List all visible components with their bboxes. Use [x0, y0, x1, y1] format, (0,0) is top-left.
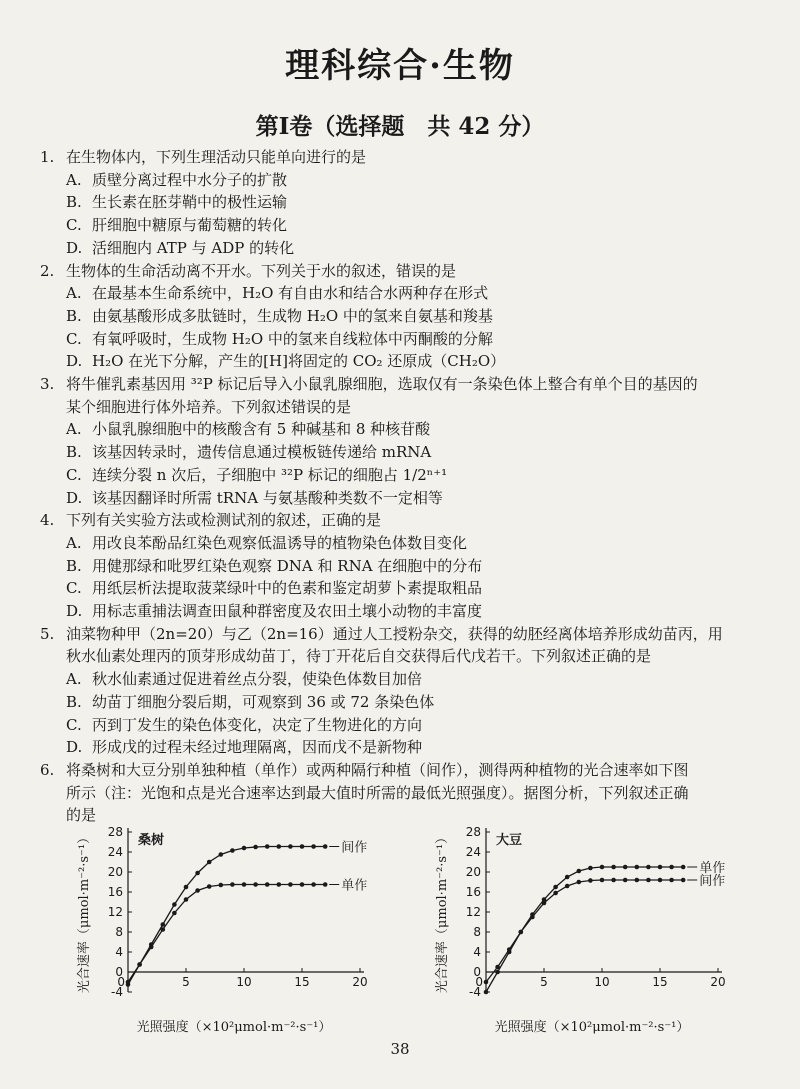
- x-tick-label: 15: [294, 975, 310, 989]
- option-letter: A.: [66, 170, 82, 189]
- option-letter: A.: [66, 533, 82, 552]
- option-letter: D.: [66, 238, 83, 257]
- option-text: 幼苗丁细胞分裂后期，可观察到 36 或 72 条染色体: [92, 692, 435, 711]
- data-point: [623, 865, 628, 870]
- y-tick-label: 16: [465, 885, 481, 899]
- question-number: 1.: [40, 148, 55, 166]
- data-point: [253, 845, 258, 850]
- y-tick-label: 12: [107, 905, 123, 919]
- data-point: [495, 970, 500, 975]
- series-label: 间作: [699, 874, 726, 889]
- option-letter: C.: [66, 216, 82, 235]
- data-point: [495, 965, 500, 970]
- question-stem-text: 的是: [66, 806, 97, 825]
- y-tick-label: 28: [107, 825, 123, 839]
- data-point: [172, 902, 177, 907]
- data-point: [577, 880, 582, 885]
- y-tick-label: 8: [473, 925, 481, 939]
- answer-option: [40, 464, 778, 487]
- option-text: 连续分裂 n 次后，子细胞中 ³²P 标记的细胞占 1/2ⁿ⁺¹: [92, 465, 448, 484]
- option-text: 活细胞内 ATP 与 ADP 的转化: [92, 238, 295, 257]
- question-stem-line: [40, 396, 778, 419]
- question-5: [40, 623, 778, 759]
- y-tick-label: -4: [111, 985, 123, 999]
- chart-title: 桑树: [138, 833, 165, 848]
- question-stem-line: [40, 645, 778, 668]
- data-point: [172, 911, 177, 916]
- data-point: [242, 882, 247, 887]
- data-point: [600, 878, 605, 883]
- data-point: [277, 882, 282, 887]
- data-point: [577, 869, 582, 874]
- option-text: 用健那绿和吡罗红染色观察 DNA 和 RNA 在细胞中的分布: [92, 556, 483, 575]
- page-title: 理科综合·生物: [285, 46, 515, 86]
- data-point: [265, 844, 270, 849]
- question-stem-text: 某个细胞进行体外培养。下列叙述错误的是: [66, 397, 352, 416]
- question-number: 5.: [40, 624, 55, 643]
- answer-option: [40, 600, 778, 623]
- answer-option: [40, 714, 778, 737]
- data-point: [669, 878, 674, 883]
- question-1: [40, 146, 778, 260]
- answer-option: [40, 305, 778, 328]
- answer-option: [40, 691, 778, 714]
- question-stem-text: 下列有关实验方法或检测试剂的叙述，正确的是: [66, 511, 382, 530]
- option-text: 生长素在胚芽鞘中的极性运输: [92, 193, 288, 212]
- data-point: [137, 962, 142, 967]
- option-letter: D.: [66, 488, 83, 507]
- option-letter: D.: [66, 738, 83, 757]
- data-point: [207, 860, 212, 865]
- data-point: [507, 947, 512, 952]
- question-stem-text: 将牛催乳素基因用 ³²P 标记后导入小鼠乳腺细胞，选取仅有一条染色体上整合有单个目的基因的: [66, 375, 698, 394]
- question-number: 3.: [40, 375, 55, 394]
- y-axis-label: 光合速率（μmol·m⁻²·s⁻¹）: [77, 830, 92, 994]
- answer-option: [40, 532, 778, 555]
- data-point: [623, 878, 628, 883]
- data-point: [669, 865, 674, 870]
- option-text: 该基因翻译时所需 tRNA 与氨基酸种类数不一定相等: [92, 488, 443, 507]
- question-stem-line: [40, 260, 778, 283]
- y-tick-label: 4: [115, 945, 123, 959]
- answer-option: [40, 736, 778, 759]
- chart-title: 大豆: [496, 833, 523, 848]
- answer-option: [40, 487, 778, 510]
- option-letter: B.: [66, 193, 82, 212]
- answer-option: [40, 237, 778, 260]
- option-text: 形成戊的过程未经过地理隔离，因而戊不是新物种: [92, 738, 423, 757]
- question-stem-line: [40, 623, 778, 646]
- x-tick-label: 20: [352, 975, 368, 989]
- question-4: [40, 509, 778, 623]
- data-point: [265, 882, 270, 887]
- data-point: [300, 844, 305, 849]
- question-6: [40, 759, 778, 827]
- x-axis-label: 光照强度（×10²μmol·m⁻²·s⁻¹）: [494, 1020, 690, 1035]
- question-stem-line: [40, 373, 778, 396]
- y-tick-label: 0: [115, 965, 123, 979]
- x-tick-label: 10: [236, 975, 252, 989]
- y-tick-label: 8: [115, 925, 123, 939]
- data-point: [530, 915, 535, 920]
- answer-option: [40, 418, 778, 441]
- data-point: [484, 980, 489, 985]
- data-point: [126, 980, 131, 985]
- option-letter: A.: [66, 670, 82, 689]
- data-point: [311, 882, 316, 887]
- question-3: [40, 373, 778, 509]
- series-line-1: [128, 847, 325, 985]
- question-2: [40, 260, 778, 374]
- y-tick-label: 28: [465, 825, 481, 839]
- series-label: 单作: [699, 861, 726, 876]
- option-letter: B.: [66, 306, 82, 325]
- question-number: 6.: [40, 760, 55, 779]
- answer-option: [40, 191, 778, 214]
- chart-mulberry: [70, 820, 400, 1039]
- data-point: [195, 888, 200, 893]
- x-axis-label: 光照强度（×10²μmol·m⁻²·s⁻¹）: [136, 1020, 332, 1035]
- answer-option: [40, 328, 778, 351]
- data-point: [600, 865, 605, 870]
- option-text: 该基因转录时，遗传信息通过模板链传递给 mRNA: [92, 443, 432, 462]
- answer-option: [40, 169, 778, 192]
- series-label: 间作: [341, 840, 368, 856]
- option-text: 丙到丁发生的染色体变化，决定了生物进化的方向: [92, 715, 423, 734]
- data-point: [484, 990, 489, 995]
- option-text: 小鼠乳腺细胞中的核酸含有 5 种碱基和 8 种核苷酸: [92, 420, 431, 439]
- option-text: 有氧呼吸时，生成物 H₂O 中的氢来自线粒体中丙酮酸的分解: [92, 329, 493, 348]
- data-point: [542, 901, 547, 906]
- chart-soybean: [428, 820, 758, 1039]
- option-text: 质壁分离过程中水分子的扩散: [92, 170, 288, 189]
- data-point: [588, 878, 593, 883]
- option-text: 秋水仙素通过促进着丝点分裂，使染色体数目加倍: [92, 670, 423, 689]
- question-number: 4.: [40, 511, 55, 530]
- data-point: [323, 844, 328, 849]
- data-point: [219, 852, 224, 857]
- x-tick-label: 20: [710, 975, 726, 989]
- option-text: 由氨基酸形成多肽链时，生成物 H₂O 中的氢来自氨基和羧基: [92, 306, 493, 325]
- question-stem-text: 油菜物种甲（2n=20）与乙（2n=16）通过人工授粉杂交，获得的幼胚经离体培养形成幼苗丙，用: [66, 624, 723, 643]
- question-stem-line: [40, 509, 778, 532]
- chart-svg: [70, 820, 400, 1035]
- option-text: H₂O 在光下分解，产生的[H]将固定的 CO₂ 还原成（CH₂O）: [92, 352, 506, 371]
- option-letter: B.: [66, 692, 82, 711]
- data-point: [300, 882, 305, 887]
- section-heading: 第Ⅰ卷（选择题 共 42 分）: [255, 113, 545, 140]
- question-stem-line: [40, 759, 778, 782]
- y-tick-label: 16: [107, 885, 123, 899]
- data-point: [230, 882, 235, 887]
- answer-option: [40, 668, 778, 691]
- series-line-1: [486, 867, 683, 992]
- data-point: [635, 865, 640, 870]
- data-point: [565, 884, 570, 889]
- data-point: [588, 866, 593, 871]
- series-label: 单作: [341, 878, 368, 894]
- question-stem-text: 生物体的生命活动离不开水。下列关于水的叙述，错误的是: [66, 261, 457, 280]
- option-text: 用改良苯酚品红染色观察低温诱导的植物染色体数目变化: [92, 533, 468, 552]
- data-point: [611, 865, 616, 870]
- data-point: [242, 846, 247, 851]
- option-text: 肝细胞中糖原与葡萄糖的转化: [92, 216, 288, 235]
- option-letter: C.: [66, 715, 82, 734]
- question-stem-line: [40, 146, 778, 169]
- option-letter: C.: [66, 465, 82, 484]
- question-list: [40, 146, 778, 827]
- option-letter: D.: [66, 352, 83, 371]
- data-point: [288, 882, 293, 887]
- y-tick-label: 24: [107, 845, 123, 859]
- option-letter: B.: [66, 556, 82, 575]
- data-point: [611, 878, 616, 883]
- data-point: [195, 871, 200, 876]
- question-stem-text: 所示（注：光饱和点是光合速率达到最大值时所需的最低光照强度）。据图分析，下列叙述正确: [66, 783, 689, 802]
- data-point: [230, 848, 235, 853]
- data-point: [184, 885, 189, 890]
- data-point: [277, 844, 282, 849]
- data-point: [646, 865, 651, 870]
- chart-svg: [428, 820, 758, 1035]
- x-tick-label: 5: [182, 975, 190, 989]
- data-point: [253, 882, 258, 887]
- answer-option: [40, 282, 778, 305]
- data-point: [681, 865, 686, 870]
- option-letter: C.: [66, 329, 82, 348]
- data-point: [519, 930, 524, 935]
- data-point: [288, 844, 293, 849]
- question-number: 2.: [40, 261, 55, 280]
- data-point: [161, 927, 166, 932]
- x-tick-label: 5: [540, 975, 548, 989]
- option-letter: C.: [66, 579, 82, 598]
- data-point: [681, 878, 686, 883]
- option-letter: A.: [66, 284, 82, 303]
- series-line-2: [486, 880, 683, 982]
- data-point: [646, 878, 651, 883]
- y-tick-label: -4: [469, 985, 481, 999]
- data-point: [207, 884, 212, 889]
- option-letter: D.: [66, 602, 83, 621]
- answer-option: [40, 441, 778, 464]
- question-stem-line: [40, 782, 778, 805]
- data-point: [323, 882, 328, 887]
- data-point: [658, 878, 663, 883]
- y-tick-label: 20: [465, 865, 481, 879]
- page-number: 38: [390, 1040, 410, 1058]
- option-letter: B.: [66, 443, 82, 462]
- option-letter: A.: [66, 420, 82, 439]
- data-point: [311, 844, 316, 849]
- data-point: [184, 897, 189, 902]
- data-point: [658, 865, 663, 870]
- answer-option: [40, 555, 778, 578]
- y-tick-label: 20: [107, 865, 123, 879]
- data-point: [219, 883, 224, 888]
- option-text: 用标志重捕法调查田鼠种群密度及农田土壤小动物的丰富度: [92, 602, 483, 621]
- x-tick-label: 10: [594, 975, 610, 989]
- x-tick-label: 15: [652, 975, 668, 989]
- data-point: [635, 878, 640, 883]
- question-stem-text: 秋水仙素处理丙的顶芽形成幼苗丁，待丁开花后自交获得后代戊若干。下列叙述正确的是: [66, 647, 652, 666]
- data-point: [553, 885, 558, 890]
- answer-option: [40, 350, 778, 373]
- origin-label: 0: [475, 975, 483, 989]
- y-tick-label: 12: [465, 905, 481, 919]
- question-stem-text: 将桑树和大豆分别单独种植（单作）或两种隔行种植（间作），测得两种植物的光合速率如下图: [66, 760, 689, 779]
- y-tick-label: 4: [473, 945, 481, 959]
- option-text: 用纸层析法提取菠菜绿叶中的色素和鉴定胡萝卜素提取粗品: [92, 579, 483, 598]
- data-point: [553, 891, 558, 896]
- option-text: 在最基本生命系统中，H₂O 有自由水和结合水两种存在形式: [92, 284, 489, 303]
- data-point: [565, 875, 570, 880]
- answer-option: [40, 214, 778, 237]
- y-tick-label: 0: [473, 965, 481, 979]
- origin-label: 0: [117, 975, 125, 989]
- question-stem-text: 在生物体内，下列生理活动只能单向进行的是: [66, 148, 367, 166]
- y-tick-label: 24: [465, 845, 481, 859]
- data-point: [149, 945, 154, 950]
- y-axis-label: 光合速率（μmol·m⁻²·s⁻¹）: [435, 830, 450, 994]
- answer-option: [40, 577, 778, 600]
